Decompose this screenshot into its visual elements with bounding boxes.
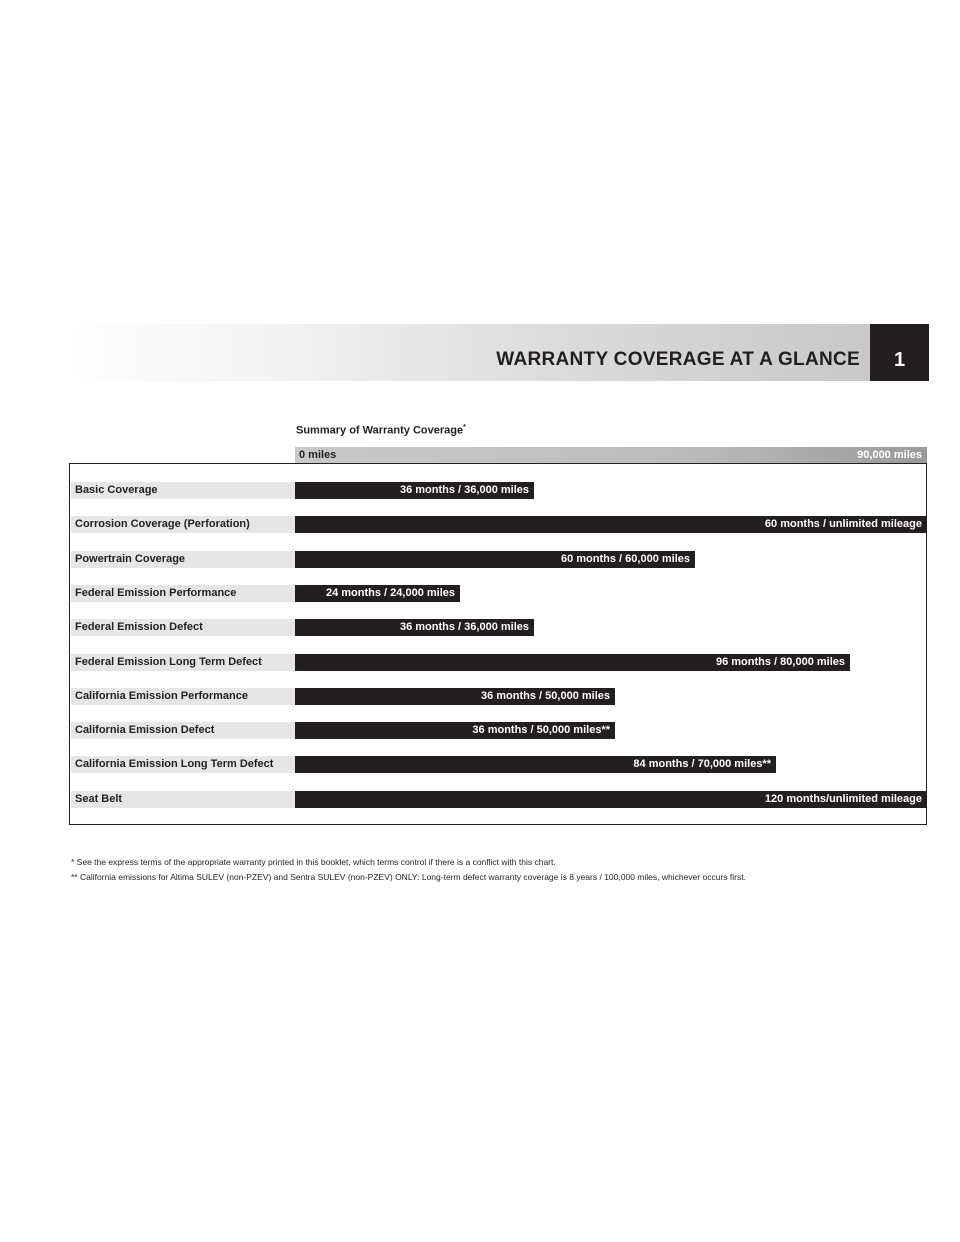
category-label: Powertrain Coverage	[71, 551, 295, 568]
category-label: California Emission Defect	[71, 722, 295, 739]
category-label: Federal Emission Defect	[71, 619, 295, 636]
category-label: Federal Emission Long Term Defect	[71, 654, 295, 671]
header-band	[70, 324, 870, 381]
scale-max-label: 90,000 miles	[857, 449, 922, 461]
coverage-bar: 36 months / 36,000 miles	[295, 619, 534, 636]
coverage-bar: 24 months / 24,000 miles	[295, 585, 460, 602]
chart-title	[296, 424, 466, 437]
coverage-bar: 36 months / 50,000 miles**	[295, 722, 615, 739]
category-label: Seat Belt	[71, 791, 295, 808]
footnote-2: ** California emissions for Altima SULEV (non-PZEV) and Sentra SULEV (non-PZEV) ONLY: Long-term defect warranty coverage is 8 years / 100,000 miles, whichever occurs first.	[71, 872, 746, 882]
chart-title-text: Summary of Warranty Coverage	[296, 424, 464, 437]
coverage-bar: 36 months / 50,000 miles	[295, 688, 615, 705]
page-title: WARRANTY COVERAGE AT A GLANCE	[496, 349, 860, 370]
chapter-number: 1	[870, 324, 929, 381]
footnote-1: * See the express terms of the appropriate warranty printed in this booklet, which terms control if there is a conflict with this chart.	[71, 857, 556, 867]
scale-min-label: 0 miles	[299, 449, 337, 461]
category-label: California Emission Long Term Defect	[71, 756, 295, 773]
coverage-bar: 84 months / 70,000 miles**	[295, 756, 776, 773]
coverage-bar: 36 months / 36,000 miles	[295, 482, 534, 499]
coverage-bar: 120 months/unlimited mileage	[295, 791, 927, 808]
coverage-bar: 60 months / 60,000 miles	[295, 551, 695, 568]
coverage-bar: 96 months / 80,000 miles	[295, 654, 850, 671]
category-label: Corrosion Coverage (Perforation)	[71, 516, 295, 533]
mileage-scale	[295, 447, 927, 463]
category-label: Federal Emission Performance	[71, 585, 295, 602]
coverage-bar: 60 months / unlimited mileage	[295, 516, 927, 533]
chart-title-marker: *	[463, 424, 466, 431]
category-label: California Emission Performance	[71, 688, 295, 705]
category-label: Basic Coverage	[71, 482, 295, 499]
